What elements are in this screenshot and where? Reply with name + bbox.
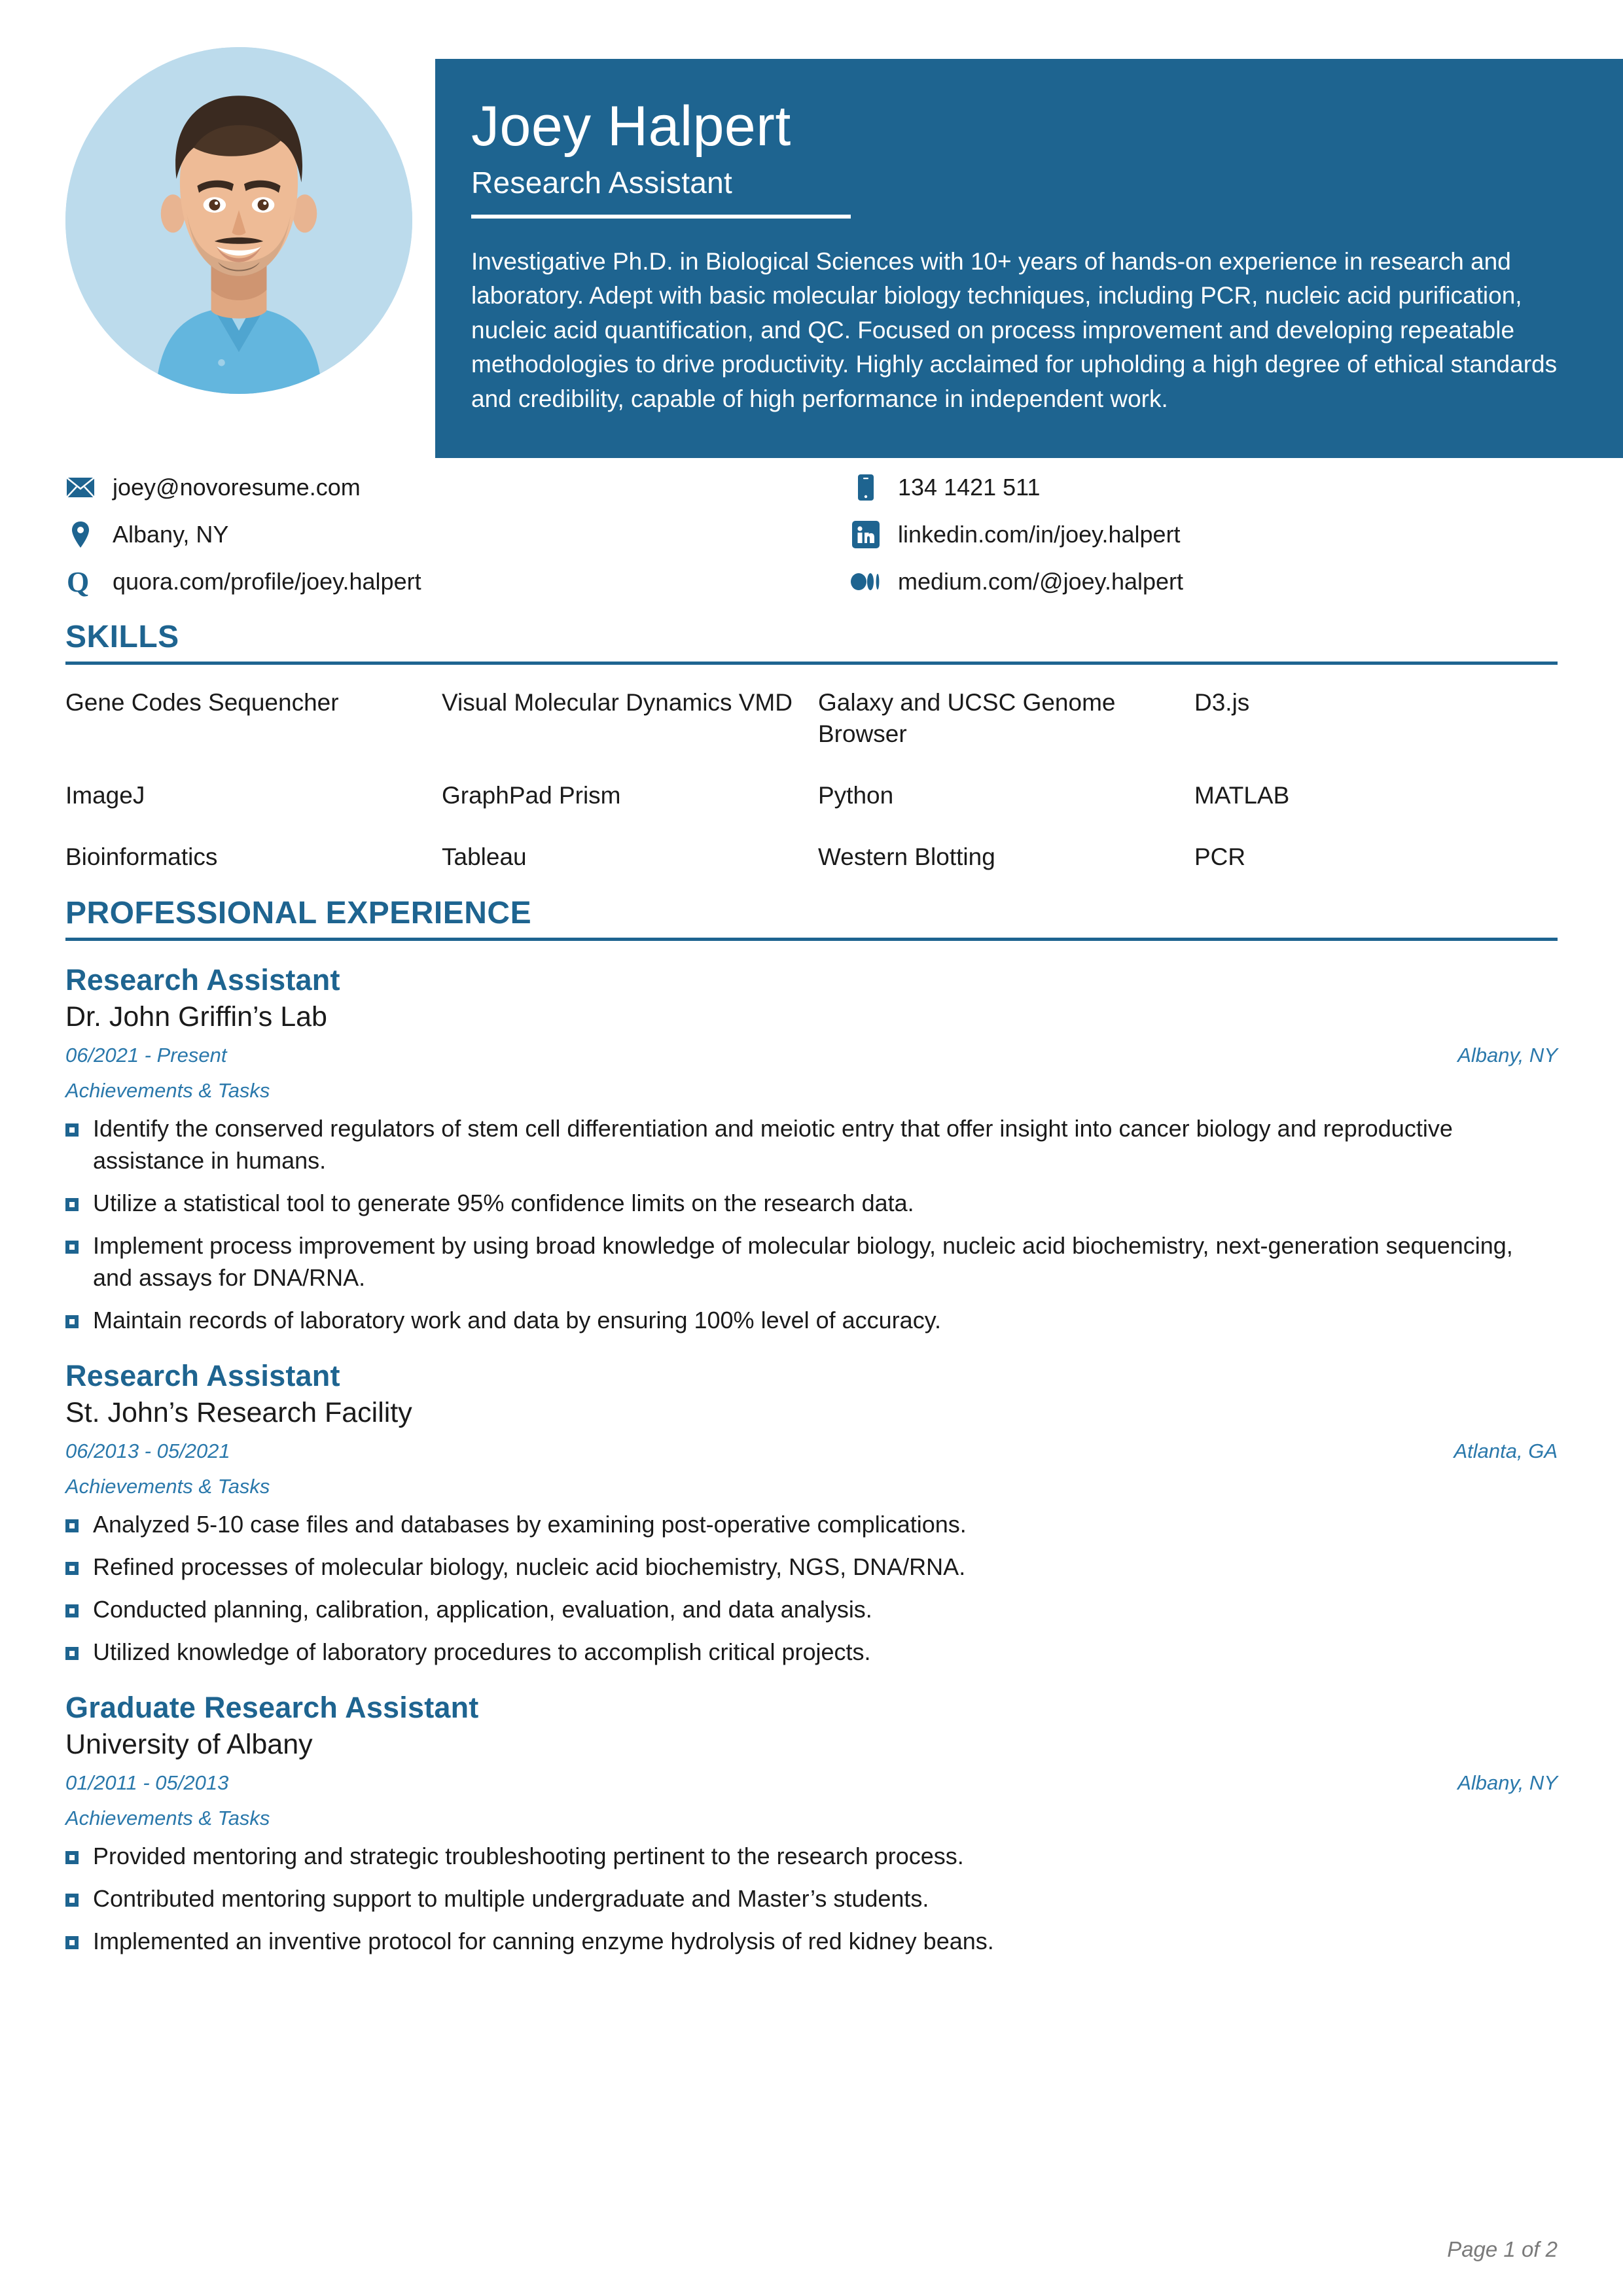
skill-item: GraphPad Prism	[442, 782, 621, 809]
square-bullet-icon	[65, 1519, 79, 1532]
list-item	[65, 1883, 1558, 1915]
svg-text:Q: Q	[67, 567, 90, 597]
list-item	[65, 1926, 1558, 1958]
job-meta	[65, 1044, 1558, 1067]
contact-value-medium: medium.com/@joey.halpert	[898, 568, 1184, 595]
experience-entry	[65, 1359, 1558, 1669]
contact-value-location: Albany, NY	[113, 521, 229, 548]
contact-item-phone[interactable]	[851, 472, 1558, 503]
skill-item: ImageJ	[65, 782, 145, 809]
bullet-text: Analyzed 5-10 case files and databases by examining post-operative complications.	[93, 1511, 967, 1538]
experience-entry	[65, 963, 1558, 1337]
job-bullets	[65, 1841, 1558, 1958]
square-bullet-icon	[65, 1604, 79, 1617]
achievements-label: Achievements & Tasks	[65, 1079, 270, 1103]
contact-value-linkedin: linkedin.com/in/joey.halpert	[898, 521, 1181, 548]
job-organization: University of Albany	[65, 1728, 313, 1760]
contact-value-phone: 134 1421 511	[898, 474, 1041, 501]
job-location: Albany, NY	[1457, 1044, 1558, 1067]
job-location: Albany, NY	[1457, 1771, 1558, 1794]
square-bullet-icon	[65, 1198, 79, 1211]
contact-item-linkedin[interactable]	[851, 520, 1558, 550]
experience-heading: PROFESSIONAL EXPERIENCE	[65, 896, 532, 931]
job-meta	[65, 1439, 1558, 1463]
achievements-label: Achievements & Tasks	[65, 1475, 270, 1498]
bullet-text: Provided mentoring and strategic troubleshooting pertinent to the research process.	[93, 1842, 964, 1869]
header-banner	[435, 59, 1623, 458]
quora-icon	[65, 567, 96, 597]
job-title: Research Assistant	[65, 963, 340, 997]
skills-grid	[65, 687, 1558, 873]
contact-details	[65, 472, 1558, 597]
header-divider	[471, 215, 851, 219]
job-meta	[65, 1771, 1558, 1795]
bullet-text: Maintain records of laboratory work and data by ensuring 100% level of accuracy.	[93, 1307, 942, 1334]
resume-header	[0, 0, 1623, 458]
contact-value-quora: quora.com/profile/joey.halpert	[113, 568, 421, 595]
contact-item-medium[interactable]	[851, 567, 1558, 597]
skill-item: D3.js	[1194, 689, 1250, 716]
page-number: Page 1 of 2	[1447, 2237, 1558, 2261]
list-item	[65, 1841, 1558, 1873]
header-job-title: Research Assistant	[471, 165, 733, 200]
contact-item-quora[interactable]	[65, 567, 851, 597]
job-bullets	[65, 1509, 1558, 1669]
experience-entry	[65, 1691, 1558, 1958]
list-item	[65, 1636, 1558, 1669]
square-bullet-icon	[65, 1315, 79, 1328]
envelope-icon	[65, 472, 96, 503]
job-dates: 06/2013 - 05/2021	[65, 1439, 230, 1463]
job-dates: 01/2011 - 05/2013	[65, 1771, 229, 1794]
contact-item-location[interactable]	[65, 520, 851, 550]
job-title: Research Assistant	[65, 1359, 340, 1393]
experience-divider	[65, 938, 1558, 941]
linkedin-icon	[851, 520, 881, 550]
bullet-text: Conducted planning, calibration, application, evaluation, and data analysis.	[93, 1596, 872, 1623]
bullet-text: Utilized knowledge of laboratory procedures to accomplish critical projects.	[93, 1638, 871, 1665]
skill-item: Tableau	[442, 843, 527, 871]
phone-icon	[851, 472, 881, 503]
list-item	[65, 1113, 1558, 1177]
list-item	[65, 1509, 1558, 1541]
avatar	[65, 47, 412, 394]
professional-summary: Investigative Ph.D. in Biological Sciences with 10+ years of hands-on experience in research and laboratory. Adept with basic molecular biology techniques, including PCR, nucleic acid purification, nucleic acid quantification, and QC. Focused on process improvement and developing repeatable methodologies to drive productivity. Highly acclaimed for upholding a high degree of ethical standards and credibility, capable of high performance in independent work.	[471, 247, 1558, 412]
list-item	[65, 1188, 1558, 1220]
bullet-text: Implemented an inventive protocol for canning enzyme hydrolysis of red kidney beans.	[93, 1927, 994, 1954]
skill-item: Galaxy and UCSC Genome Browser	[818, 689, 1116, 748]
list-item	[65, 1594, 1558, 1626]
job-location: Atlanta, GA	[1454, 1439, 1558, 1463]
achievements-label: Achievements & Tasks	[65, 1806, 270, 1829]
square-bullet-icon	[65, 1562, 79, 1575]
square-bullet-icon	[65, 1123, 79, 1137]
skill-item: Western Blotting	[818, 843, 995, 871]
list-item	[65, 1551, 1558, 1583]
bullet-text: Utilize a statistical tool to generate 95% confidence limits on the research data.	[93, 1190, 914, 1217]
job-organization: St. John’s Research Facility	[65, 1397, 412, 1429]
job-dates: 06/2021 - Present	[65, 1044, 227, 1067]
skill-item: PCR	[1194, 843, 1246, 871]
square-bullet-icon	[65, 1851, 79, 1864]
bullet-text: Refined processes of molecular biology, nucleic acid biochemistry, NGS, DNA/RNA.	[93, 1553, 966, 1581]
bullet-text: Identify the conserved regulators of stem cell differentiation and meiotic entry that offer insight into cancer biology and reproductive assistance in humans.	[93, 1115, 1453, 1174]
experience-section	[65, 895, 1558, 1957]
skills-divider	[65, 662, 1558, 665]
square-bullet-icon	[65, 1241, 79, 1254]
bullet-text: Implement process improvement by using broad knowledge of molecular biology, nucleic acid biochemistry, next-generation sequencing, and assays for DNA/RNA.	[93, 1232, 1513, 1292]
skill-item: MATLAB	[1194, 782, 1290, 809]
skills-section	[65, 619, 1558, 873]
medium-icon	[851, 567, 881, 597]
contact-item-email[interactable]	[65, 472, 851, 503]
job-bullets	[65, 1113, 1558, 1337]
bullet-text: Contributed mentoring support to multiple undergraduate and Master’s students.	[93, 1884, 929, 1912]
page-title: Joey Halpert	[471, 95, 791, 158]
list-item	[65, 1230, 1558, 1294]
location-pin-icon	[65, 520, 96, 550]
profile-photo-illustration	[65, 47, 412, 394]
contact-value-email: joey@novoresume.com	[113, 474, 361, 501]
skill-item: Visual Molecular Dynamics VMD	[442, 689, 793, 716]
square-bullet-icon	[65, 1894, 79, 1907]
skills-heading: SKILLS	[65, 620, 179, 654]
job-title: Graduate Research Assistant	[65, 1690, 479, 1724]
list-item	[65, 1305, 1558, 1337]
skill-item: Bioinformatics	[65, 843, 218, 871]
square-bullet-icon	[65, 1647, 79, 1660]
skill-item: Gene Codes Sequencher	[65, 689, 339, 716]
square-bullet-icon	[65, 1936, 79, 1949]
skill-item: Python	[818, 782, 894, 809]
job-organization: Dr. John Griffin’s Lab	[65, 1001, 327, 1033]
